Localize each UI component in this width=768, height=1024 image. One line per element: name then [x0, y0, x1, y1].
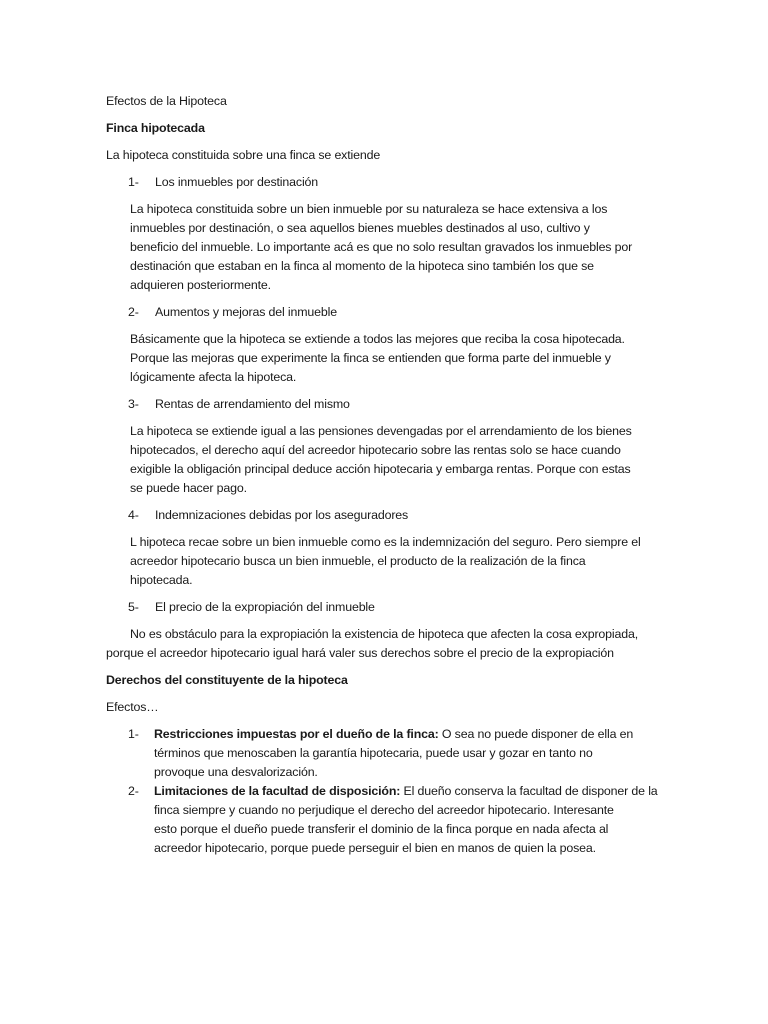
list-item-label: Indemnizaciones debidas por los aseguradores — [155, 508, 409, 522]
paragraph-line: provoque una desvalorización. — [154, 765, 318, 779]
list-item-paragraph — [106, 533, 666, 590]
paragraph-line: lógicamente afecta la hipoteca. — [130, 370, 297, 384]
paragraph-line: exigible la obligación principal deduce acción hipotecaria y embarga rentas. Porque con estas — [130, 462, 631, 476]
list-item-label: Aumentos y mejoras del inmueble — [155, 305, 337, 319]
paragraph-line: Básicamente que la hipoteca se extiende a todos las mejores que reciba la cosa hipotecada. — [130, 332, 625, 346]
list-item-label: Rentas de arrendamiento del mismo — [155, 397, 350, 411]
paragraph-line: destinación que estaban en la finca al momento de la hipoteca sino también los que se — [130, 259, 594, 273]
paragraph-line: acreedor hipotecario busca un bien inmueble, el producto de la realización de la finca — [130, 554, 586, 568]
paragraph-line: beneficio del inmueble. Lo importante acá es que no solo resultan gravados los inmuebles por — [130, 240, 633, 254]
list-item-paragraph — [106, 422, 666, 498]
paragraph-line: finca siempre y cuando no perjudique el derecho del acreedor hipotecario. Interesante — [154, 803, 614, 817]
list-item-heading — [106, 395, 666, 414]
rights-item-text: O sea no puede disponer de ella en — [438, 727, 634, 741]
efectos-label: Efectos… — [106, 700, 159, 714]
paragraph-line: hipotecada. — [130, 573, 193, 587]
paragraph-line: No es obstáculo para la expropiación la existencia de hipoteca que afecten la cosa expropiada, — [130, 627, 639, 641]
list-item-number: 4- — [128, 508, 139, 522]
paragraph-line: L hipoteca recae sobre un bien inmueble como es la indemnización del seguro. Pero siempre el — [130, 535, 641, 549]
paragraph-line: términos que menoscaben la garantía hipotecaria, puede usar y gozar en tanto no — [154, 746, 593, 760]
list-item-number: 1- — [128, 175, 139, 189]
paragraph-line: acreedor hipotecario, porque puede perseguir el bien en manos de quien la posea. — [154, 841, 596, 855]
list-item-number: 5- — [128, 600, 139, 614]
paragraph-line: porque el acreedor hipotecario igual hará valer sus derechos sobre el precio de la expropiación — [106, 646, 614, 660]
list-item-paragraph — [106, 200, 666, 295]
list-item-number: 3- — [128, 397, 139, 411]
paragraph-line: se puede hacer pago. — [130, 481, 247, 495]
rights-item-title: Limitaciones de la facultad de disposición: — [154, 784, 401, 798]
paragraph-line: esto porque el dueño puede transferir el dominio de la finca porque en nada afecta al — [154, 822, 609, 836]
paragraph-line: La hipoteca constituida sobre un bien inmueble por su naturaleza se hace extensiva a los — [130, 202, 608, 216]
expropiacion-paragraph — [106, 625, 666, 663]
rights-item-title: Restricciones impuestas por el dueño de la finca: — [154, 727, 439, 741]
list-item-heading — [106, 303, 666, 322]
list-item-heading — [106, 598, 666, 617]
section-heading-derechos: Derechos del constituyente de la hipoteca — [106, 673, 348, 687]
paragraph-line: Porque las mejoras que experimente la finca se entienden que forma parte del inmueble y — [130, 351, 611, 365]
document-page — [106, 92, 666, 858]
list-item-heading — [106, 506, 666, 525]
paragraph-line: adquieren posteriormente. — [130, 278, 271, 292]
list-item-number: 2- — [128, 305, 139, 319]
list-item-label: El precio de la expropiación del inmueble — [155, 600, 375, 614]
list-item-label: Los inmuebles por destinación — [155, 175, 319, 189]
list-item-paragraph — [106, 330, 666, 387]
paragraph-line: hipotecados, el derecho aquí del acreedor hipotecario sobre las rentas solo se hace cuando — [130, 443, 621, 457]
document-title: Efectos de la Hipoteca — [106, 94, 227, 108]
list-item-number: 2- — [128, 784, 139, 798]
rights-list-item — [106, 725, 666, 782]
paragraph-line: La hipoteca se extiende igual a las pensiones devengadas por el arrendamiento de los bienes — [130, 424, 632, 438]
section-heading-finca-hipotecada: Finca hipotecada — [106, 121, 205, 135]
rights-list-item — [106, 782, 666, 858]
rights-item-text: El dueño conserva la facultad de disponer de la — [400, 784, 658, 798]
intro-text: La hipoteca constituida sobre una finca se extiende — [106, 148, 381, 162]
list-item-heading — [106, 173, 666, 192]
list-item-number: 1- — [128, 727, 139, 741]
paragraph-line: inmuebles por destinación, o sea aquellos bienes muebles destinados al uso, cultivo y — [130, 221, 590, 235]
